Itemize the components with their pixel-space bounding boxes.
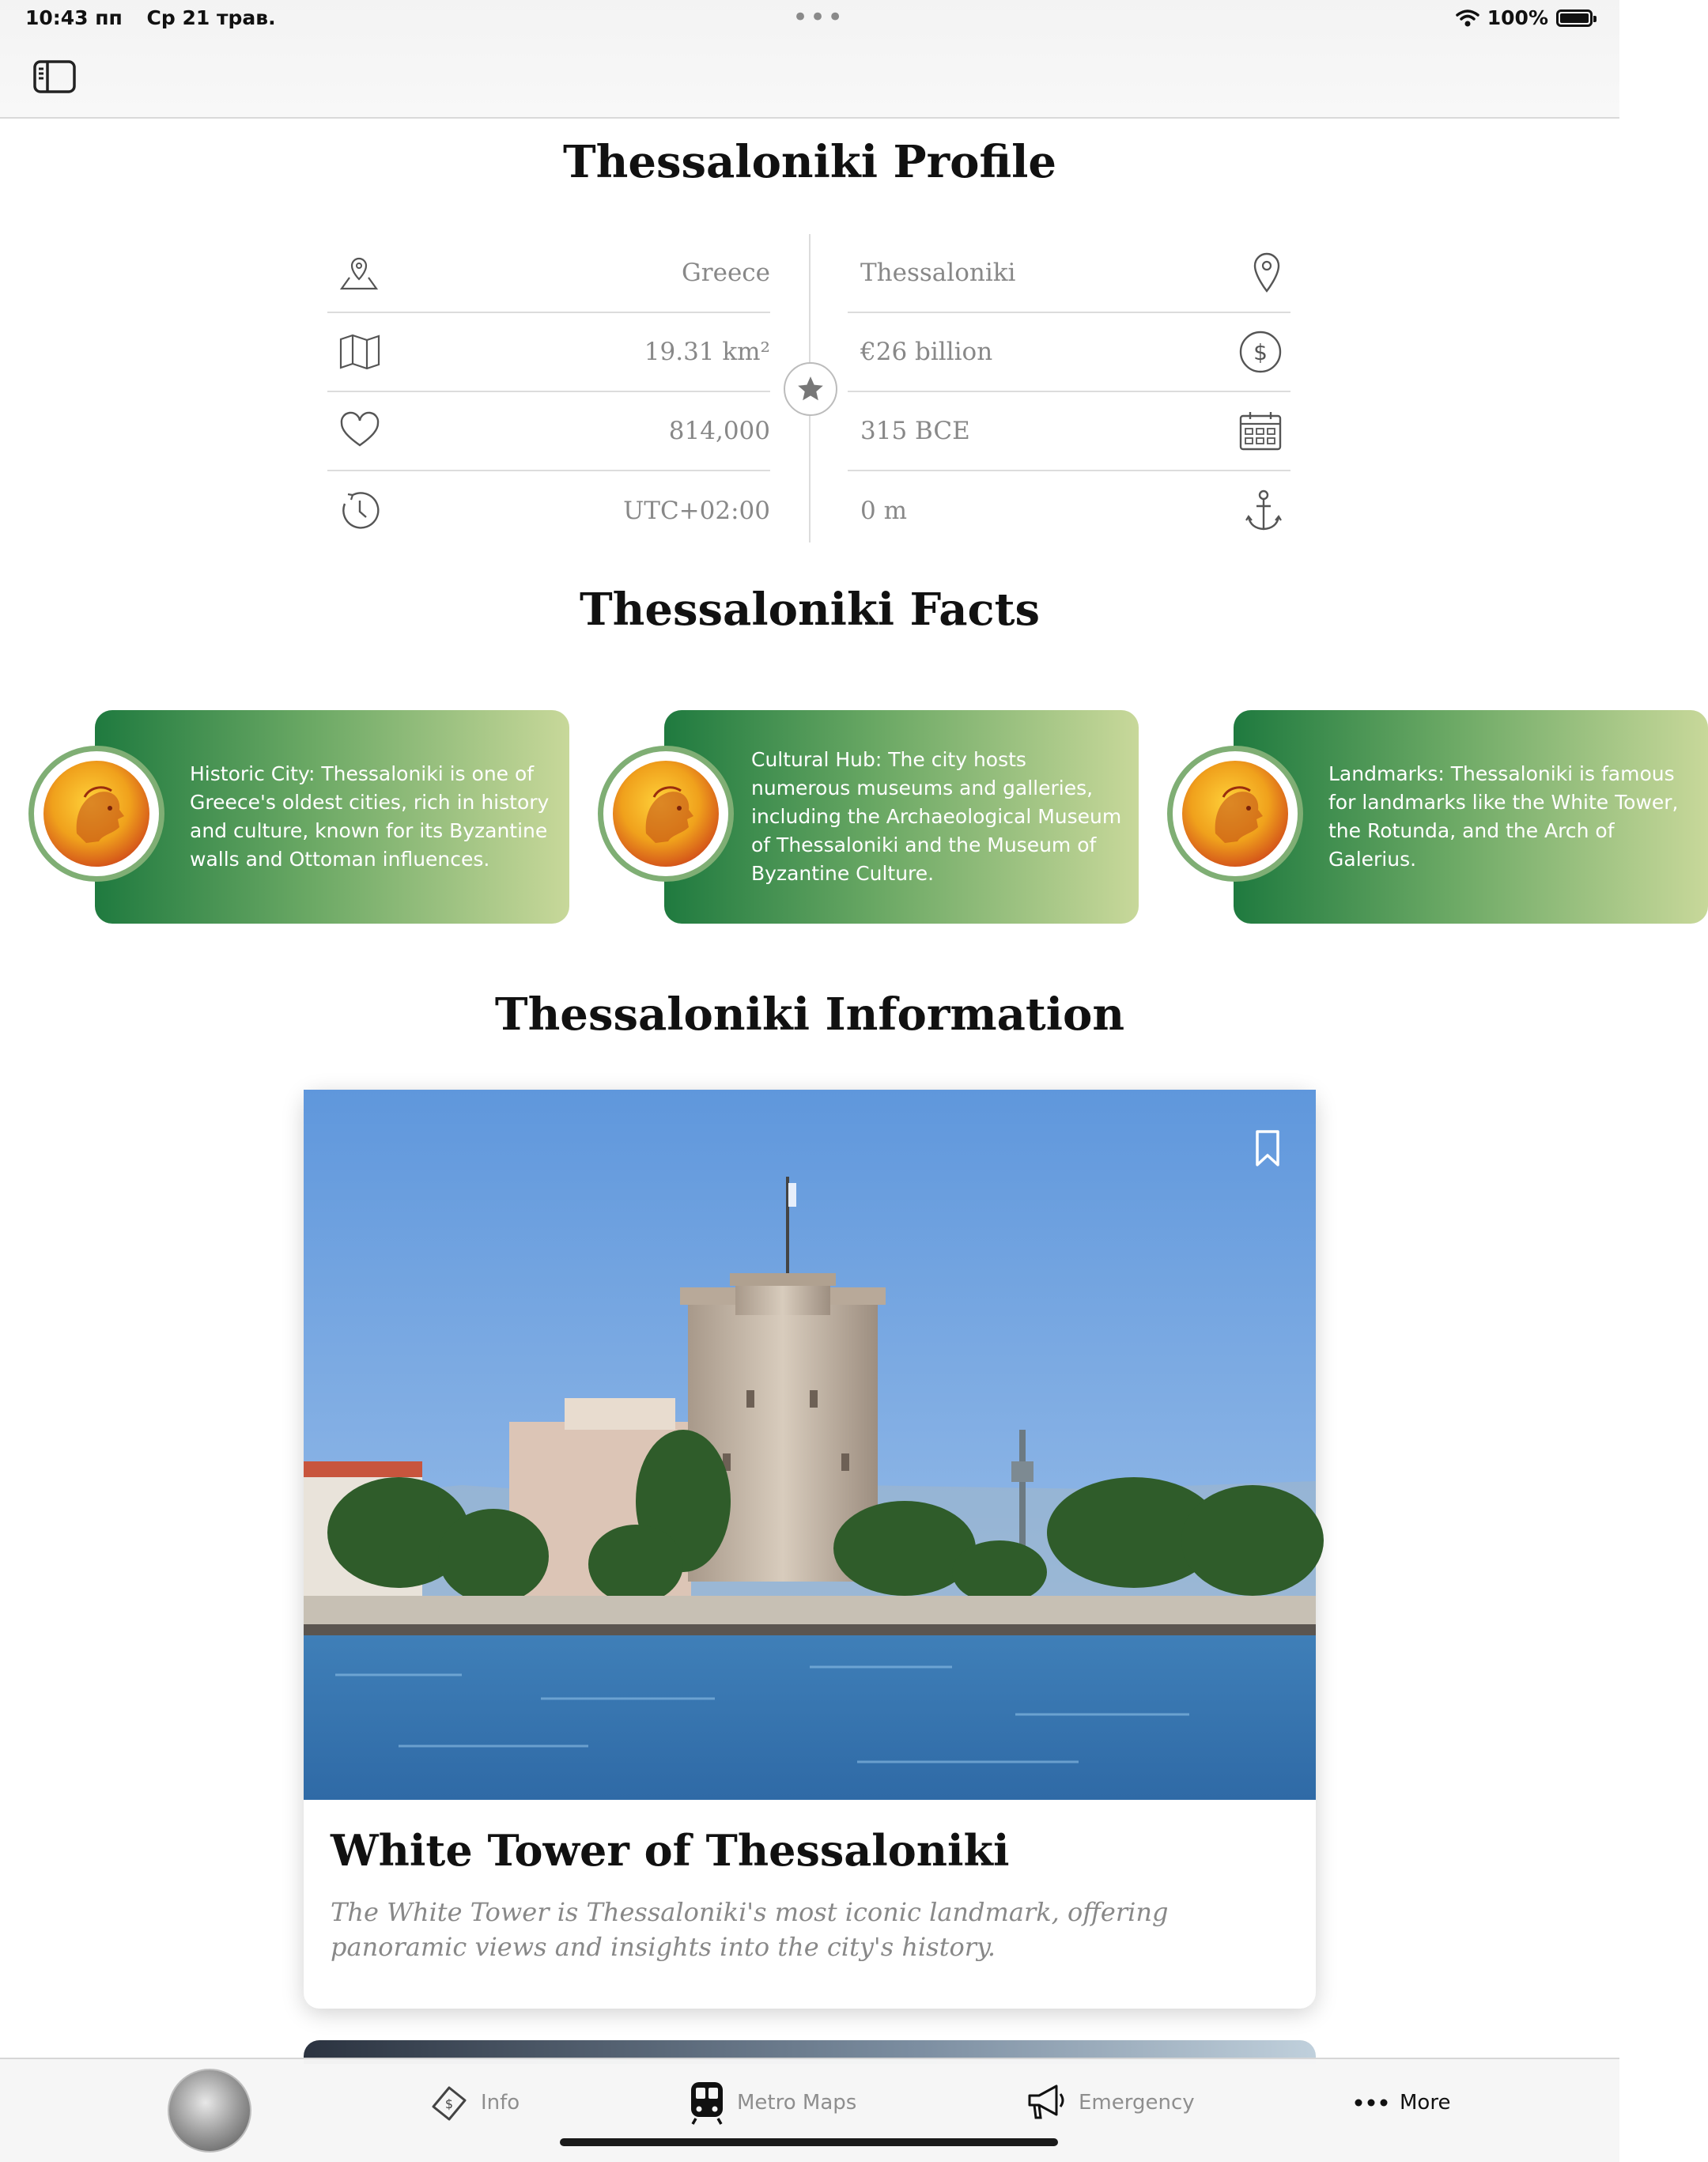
card-title: White Tower of Thessaloniki <box>331 1825 1010 1876</box>
tab-metro-maps[interactable] <box>688 2059 856 2146</box>
status-time-date <box>25 6 293 29</box>
anchor-icon <box>1245 489 1283 533</box>
status-time: 10:43 пп <box>25 6 123 29</box>
status-indicators <box>1456 6 1593 29</box>
profile-founded-value: 315 BCE <box>860 417 970 445</box>
svg-text:$: $ <box>444 2096 454 2111</box>
bookmark-icon[interactable] <box>1254 1129 1281 1167</box>
favorite-star-button[interactable] <box>784 362 837 416</box>
battery-percent: 100% <box>1487 6 1548 29</box>
multitasking-dots[interactable]: ••• <box>792 2 845 33</box>
fact-card[interactable] <box>1234 710 1708 924</box>
location-pin-icon <box>1251 251 1283 294</box>
coin-portrait-icon <box>43 761 149 867</box>
battery-icon <box>1556 9 1593 27</box>
profile-row-population <box>327 392 770 471</box>
tab-bar <box>0 2058 1619 2162</box>
home-indicator[interactable] <box>560 2138 1058 2146</box>
app-coin-avatar[interactable] <box>168 2069 251 2153</box>
map-pin-area-icon <box>338 254 380 292</box>
profile-row-gdp <box>848 313 1290 392</box>
profile-row-country <box>327 234 770 313</box>
card-description: The White Tower is Thessaloniki's most iconic landmark, offering panoramic views and insights into the city's history. <box>331 1897 1169 1962</box>
heart-icon <box>338 412 381 450</box>
tab-more[interactable] <box>1354 2059 1450 2146</box>
profile-row-area <box>327 313 770 392</box>
fact-text: Historic City: Thessaloniki is one of Greece's oldest cities, rich in history and culture, known for its Byzantine walls and Ottoman influences. <box>190 762 550 871</box>
tab-emergency-label: Emergency <box>1079 2091 1195 2115</box>
more-dots-icon <box>1354 2098 1389 2107</box>
star-icon <box>795 374 826 404</box>
profile-row-timezone <box>327 471 770 550</box>
profile-gdp-value: €26 billion <box>860 338 993 366</box>
profile-population-value: 814,000 <box>668 417 770 445</box>
profile-country-value: Greece <box>682 259 770 287</box>
coin-portrait-icon <box>1182 761 1288 867</box>
fact-text: Landmarks: Thessaloniki is famous for landmarks like the White Tower, the Rotunda, and the Arch of Galerius. <box>1328 762 1679 871</box>
svg-text:$: $ <box>1253 339 1268 365</box>
ticket-icon <box>427 2083 470 2122</box>
facts-title: Thessaloniki Facts <box>579 584 1040 636</box>
tab-info-label: Info <box>481 2091 520 2115</box>
metro-icon <box>688 2081 726 2125</box>
tab-more-label: More <box>1400 2091 1451 2115</box>
fact-card[interactable] <box>95 710 569 924</box>
profile-area-value: 19.31 km² <box>644 338 770 366</box>
map-icon <box>338 333 381 371</box>
calendar-icon <box>1238 410 1283 452</box>
megaphone-icon <box>1025 2083 1068 2122</box>
coin-medallion <box>1167 746 1303 882</box>
white-tower-photo <box>304 1090 1316 1800</box>
profile-row-elevation <box>848 471 1290 550</box>
white-tower-card[interactable] <box>304 1090 1316 2009</box>
top-bar <box>0 0 1619 119</box>
coin-medallion <box>598 746 734 882</box>
fact-text: Cultural Hub: The city hosts numerous museums and galleries, including the Archaeological Museum of Thessaloniki and the Museum of Byzantine Culture. <box>751 748 1122 885</box>
information-title: Thessaloniki Information <box>494 988 1125 1041</box>
status-date: Ср 21 трав. <box>146 6 276 29</box>
wifi-icon <box>1456 9 1479 28</box>
coin-medallion <box>28 746 164 882</box>
tab-info[interactable] <box>427 2059 520 2146</box>
clock-icon <box>338 489 381 532</box>
tab-metro-maps-label: Metro Maps <box>737 2091 857 2115</box>
sidebar-toggle-icon[interactable] <box>33 60 76 93</box>
profile-elevation-value: 0 m <box>860 497 907 525</box>
dollar-circle-icon <box>1238 330 1283 374</box>
profile-row-founded <box>848 392 1290 471</box>
tab-emergency[interactable] <box>1025 2059 1195 2146</box>
profile-city-value: Thessaloniki <box>860 259 1016 287</box>
profile-timezone-value: UTC+02:00 <box>623 497 770 525</box>
profile-title: Thessaloniki Profile <box>562 136 1057 188</box>
profile-grid <box>327 234 1290 542</box>
fact-card[interactable] <box>664 710 1139 924</box>
profile-row-city <box>848 234 1290 313</box>
coin-portrait-icon <box>613 761 719 867</box>
